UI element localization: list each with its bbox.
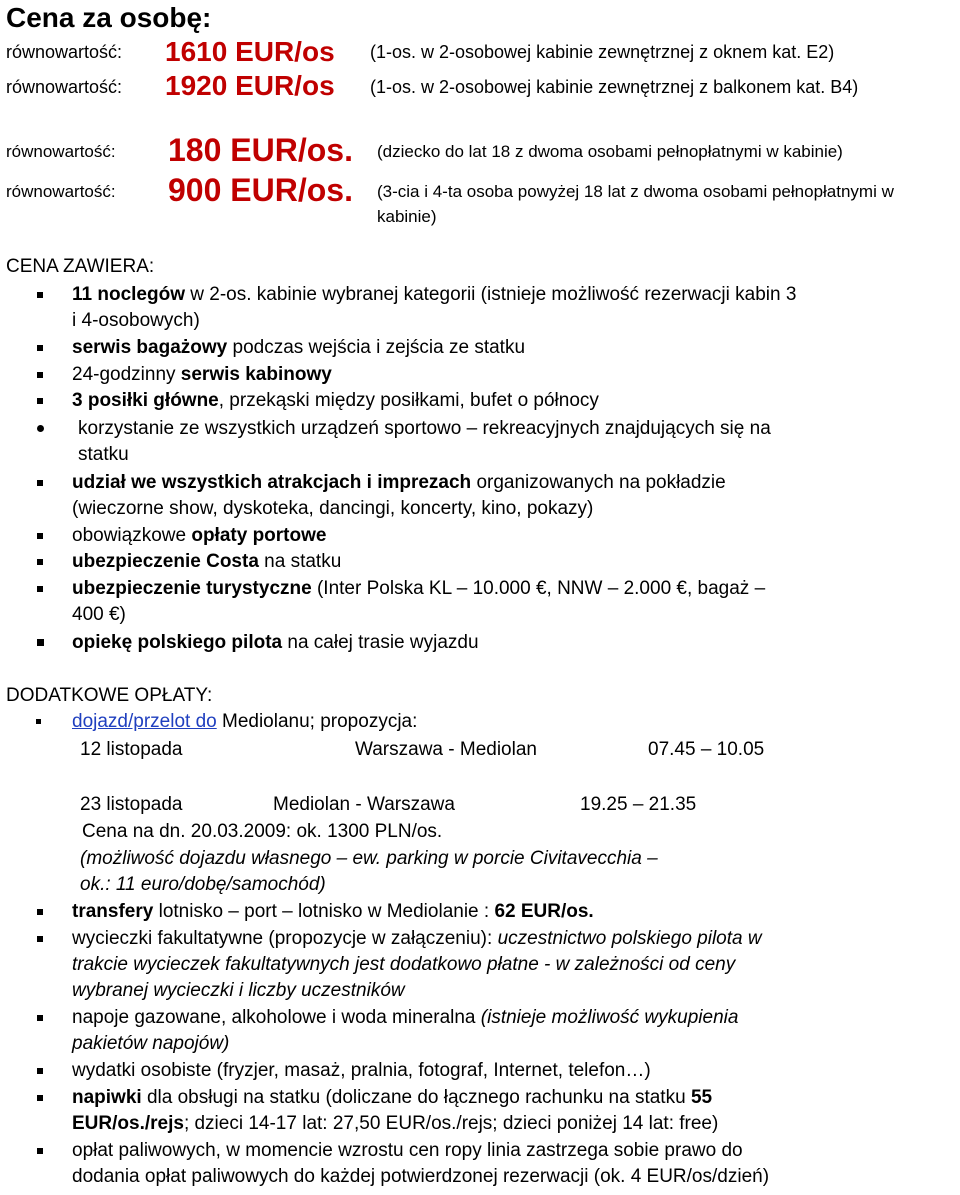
list-item-cont: wybranej wycieczki i liczby uczestników: [72, 980, 405, 1001]
flight-price: Cena na dn. 20.03.2009: ok. 1300 PLN/os.: [82, 821, 443, 842]
price-note: kabinie): [377, 207, 437, 226]
list-item: udział we wszystkich atrakcjach i imprezach organizowanych na pokładzie: [72, 472, 726, 493]
bullet-square-icon: [37, 345, 43, 351]
page-title: Cena za osobę:: [6, 2, 212, 33]
list-item: serwis bagażowy podczas wejścia i zejścia ze statku: [72, 337, 526, 358]
travel-link[interactable]: dojazd/przelot do: [72, 711, 217, 732]
price-label: równowartość:: [6, 42, 123, 62]
flight-route: Mediolan - Warszawa: [273, 794, 455, 815]
price-note: (3-cia i 4-ta osoba powyżej 18 lat z dwoma osobami pełnopłatnymi w: [377, 182, 894, 201]
bullet-square-icon: [37, 639, 44, 646]
bullet-square-icon: [37, 1015, 43, 1021]
list-item: 3 posiłki główne, przekąski między posiłkami, bufet o północy: [72, 390, 599, 411]
list-item: korzystanie ze wszystkich urządzeń sportowo – rekreacyjnych znajdujących się na: [78, 418, 771, 439]
price-label: równowartość:: [6, 142, 116, 161]
extra-heading: DODATKOWE OPŁATY:: [6, 685, 213, 706]
list-item-cont: statku: [78, 444, 129, 465]
bullet-square-icon: [37, 292, 43, 298]
includes-heading: CENA ZAWIERA:: [6, 256, 155, 277]
bullet-square-icon: [37, 909, 43, 915]
list-item: ubezpieczenie turystyczne (Inter Polska KL – 10.000 €, NNW – 2.000 €, bagaż –: [72, 578, 766, 599]
flight-date: 23 listopada: [80, 794, 183, 815]
list-item: opiekę polskiego pilota na całej trasie wyjazdu: [72, 632, 479, 653]
list-item: dojazd/przelot do Mediolanu; propozycja:: [72, 711, 418, 732]
price-value: 1610 EUR/os: [165, 36, 335, 67]
list-item-cont: i 4-osobowych): [72, 310, 200, 331]
price-value: 1920 EUR/os: [165, 70, 335, 101]
flight-time: 19.25 – 21.35: [580, 794, 697, 815]
list-item: napiwki dla obsługi na statku (doliczane do łącznego rachunku na statku 55: [72, 1087, 713, 1108]
flight-route: Warszawa - Mediolan: [355, 739, 537, 760]
flight-date: 12 listopada: [80, 739, 183, 760]
flight-time: 07.45 – 10.05: [648, 739, 765, 760]
list-item-cont: (wieczorne show, dyskoteka, dancingi, koncerty, kino, pokazy): [72, 498, 594, 519]
list-item-cont: pakietów napojów): [72, 1033, 230, 1054]
list-item: ubezpieczenie Costa na statku: [72, 551, 342, 572]
list-item-cont: EUR/os./rejs; dzieci 14-17 lat: 27,50 EUR/os./rejs; dzieci poniżej 14 lat: free): [72, 1113, 719, 1134]
list-item: 11 noclegów w 2-os. kabinie wybranej kategorii (istnieje możliwość rezerwacji kabin 3: [72, 284, 797, 305]
list-item: wydatki osobiste (fryzjer, masaż, pralnia, fotograf, Internet, telefon…): [72, 1060, 651, 1081]
price-note: (1-os. w 2-osobowej kabinie zewnętrznej z oknem kat. E2): [370, 42, 835, 62]
list-item-cont: dodania opłat paliwowych do każdej potwierdzonej rezerwacji (ok. 4 EUR/os/dzień): [72, 1166, 770, 1187]
bullet-square-icon: [37, 936, 43, 942]
list-item-cont: trakcie wycieczek fakultatywnych jest dodatkowo płatne - w zależności od ceny: [72, 954, 736, 975]
price-note: (1-os. w 2-osobowej kabinie zewnętrznej z balkonem kat. B4): [370, 77, 859, 97]
bullet-square-icon: [37, 372, 43, 378]
price-label: równowartość:: [6, 77, 123, 97]
price-value: 900 EUR/os.: [168, 172, 353, 208]
price-note: (dziecko do lat 18 z dwoma osobami pełnopłatnymi w kabinie): [377, 142, 843, 161]
list-item: obowiązkowe opłaty portowe: [72, 525, 327, 546]
bullet-square-icon: [37, 480, 43, 486]
bullet-square-icon: [36, 719, 41, 724]
price-value: 180 EUR/os.: [168, 132, 353, 168]
bullet-dot-icon: [37, 425, 44, 432]
bullet-square-icon: [37, 586, 43, 592]
list-item: 24-godzinny serwis kabinowy: [72, 364, 332, 385]
bullet-square-icon: [37, 533, 43, 539]
list-item: wycieczki fakultatywne (propozycje w załączeniu): uczestnictwo polskiego pilota w: [72, 928, 762, 949]
own-travel-note: (możliwość dojazdu własnego – ew. parking w porcie Civitavecchia –: [80, 848, 658, 869]
bullet-square-icon: [37, 1095, 43, 1101]
own-travel-note: ok.: 11 euro/dobę/samochód): [80, 874, 326, 895]
list-item: napoje gazowane, alkoholowe i woda mineralna (istnieje możliwość wykupienia: [72, 1007, 739, 1028]
list-item: opłat paliwowych, w momencie wzrostu cen ropy linia zastrzega sobie prawo do: [72, 1140, 743, 1161]
list-item: transfery lotnisko – port – lotnisko w Mediolanie : 62 EUR/os.: [72, 901, 594, 922]
bullet-square-icon: [37, 398, 43, 404]
bullet-square-icon: [37, 1068, 43, 1074]
bullet-square-icon: [37, 559, 43, 565]
bullet-square-icon: [37, 1148, 43, 1154]
list-item-cont: 400 €): [72, 604, 126, 625]
price-label: równowartość:: [6, 182, 116, 201]
